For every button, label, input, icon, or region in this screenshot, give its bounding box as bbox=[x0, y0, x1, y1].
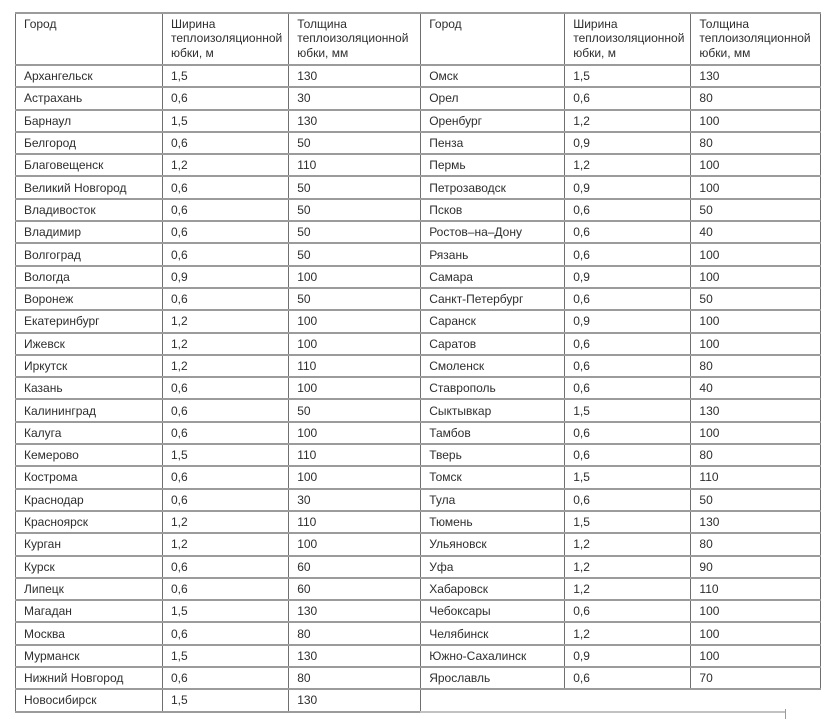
city-cell: Иркутск bbox=[16, 355, 163, 377]
width-cell: 1,5 bbox=[565, 466, 691, 488]
width-cell: 1,2 bbox=[565, 578, 691, 600]
table-row bbox=[16, 422, 421, 444]
city-cell: Саратов bbox=[421, 333, 565, 355]
thickness-cell: 110 bbox=[289, 355, 421, 377]
width-cell: 0,6 bbox=[163, 377, 289, 399]
city-cell: Рязань bbox=[421, 243, 565, 265]
table-row bbox=[421, 110, 821, 132]
thickness-cell: 100 bbox=[691, 645, 821, 667]
width-cell: 0,6 bbox=[163, 176, 289, 198]
thickness-cell: 40 bbox=[691, 377, 821, 399]
table-row bbox=[16, 132, 421, 154]
table-row bbox=[421, 399, 821, 421]
city-cell: Казань bbox=[16, 377, 163, 399]
city-cell: Чебоксары bbox=[421, 600, 565, 622]
thickness-cell: 50 bbox=[289, 243, 421, 265]
city-cell: Новосибирск bbox=[16, 689, 163, 711]
city-cell: Астрахань bbox=[16, 87, 163, 109]
table-row bbox=[16, 243, 421, 265]
city-cell: Мурманск bbox=[16, 645, 163, 667]
table-row bbox=[16, 466, 421, 488]
city-cell: Южно-Сахалинск bbox=[421, 645, 565, 667]
table-row bbox=[421, 533, 821, 555]
width-cell: 1,2 bbox=[163, 154, 289, 176]
city-cell: Нижний Новгород bbox=[16, 667, 163, 689]
width-cell: 1,2 bbox=[565, 154, 691, 176]
width-cell: 0,6 bbox=[163, 466, 289, 488]
width-cell: 0,6 bbox=[565, 221, 691, 243]
city-cell: Ставрополь bbox=[421, 377, 565, 399]
width-cell: 0,6 bbox=[163, 578, 289, 600]
thickness-cell: 100 bbox=[691, 600, 821, 622]
width-cell: 1,5 bbox=[565, 399, 691, 421]
table-row bbox=[421, 154, 821, 176]
table-row bbox=[16, 399, 421, 421]
thickness-cell: 130 bbox=[691, 65, 821, 87]
thickness-cell: 30 bbox=[289, 87, 421, 109]
table-row bbox=[421, 444, 821, 466]
thickness-cell: 80 bbox=[289, 667, 421, 689]
table-row bbox=[421, 556, 821, 578]
thickness-cell: 130 bbox=[289, 110, 421, 132]
header-row bbox=[16, 13, 421, 65]
city-cell: Оренбург bbox=[421, 110, 565, 132]
city-cell: Кострома bbox=[16, 466, 163, 488]
thickness-cell: 100 bbox=[691, 154, 821, 176]
thickness-cell: 80 bbox=[691, 444, 821, 466]
width-cell: 1,5 bbox=[163, 444, 289, 466]
width-cell: 0,6 bbox=[565, 444, 691, 466]
thickness-cell: 50 bbox=[691, 489, 821, 511]
width-cell: 0,9 bbox=[565, 266, 691, 288]
column-header-thickness: Толщина теплоизоляционной юбки, мм bbox=[691, 13, 821, 65]
thickness-cell: 40 bbox=[691, 221, 821, 243]
table-row bbox=[16, 333, 421, 355]
width-cell: 0,6 bbox=[565, 87, 691, 109]
width-cell: 0,6 bbox=[163, 399, 289, 421]
city-cell: Благовещенск bbox=[16, 154, 163, 176]
table-row bbox=[421, 199, 821, 221]
width-cell: 1,5 bbox=[163, 65, 289, 87]
thickness-cell: 50 bbox=[289, 132, 421, 154]
city-cell: Калуга bbox=[16, 422, 163, 444]
thickness-cell: 50 bbox=[289, 221, 421, 243]
header-row bbox=[421, 13, 821, 65]
thickness-cell: 50 bbox=[691, 199, 821, 221]
width-cell: 0,6 bbox=[565, 333, 691, 355]
city-cell: Пермь bbox=[421, 154, 565, 176]
city-cell: Владимир bbox=[16, 221, 163, 243]
city-cell: Барнаул bbox=[16, 110, 163, 132]
table-row bbox=[16, 622, 421, 644]
width-cell: 1,2 bbox=[163, 533, 289, 555]
table-row bbox=[421, 132, 821, 154]
table-row bbox=[421, 622, 821, 644]
city-cell: Ростов–на–Дону bbox=[421, 221, 565, 243]
city-cell: Хабаровск bbox=[421, 578, 565, 600]
width-cell: 1,2 bbox=[565, 533, 691, 555]
city-cell: Волгоград bbox=[16, 243, 163, 265]
thickness-cell: 130 bbox=[691, 399, 821, 421]
table-row bbox=[16, 87, 421, 109]
thickness-cell: 130 bbox=[289, 65, 421, 87]
thickness-cell: 80 bbox=[691, 355, 821, 377]
column-header-city: Город bbox=[421, 13, 565, 65]
thickness-cell: 110 bbox=[289, 511, 421, 533]
city-cell: Тамбов bbox=[421, 422, 565, 444]
thickness-cell: 110 bbox=[289, 154, 421, 176]
thickness-cell: 100 bbox=[289, 377, 421, 399]
table-row bbox=[421, 288, 821, 310]
city-cell: Краснодар bbox=[16, 489, 163, 511]
table-row bbox=[16, 489, 421, 511]
city-cell: Санкт-Петербург bbox=[421, 288, 565, 310]
width-cell: 0,9 bbox=[163, 266, 289, 288]
thickness-cell: 100 bbox=[289, 310, 421, 332]
city-cell: Пенза bbox=[421, 132, 565, 154]
city-cell: Белгород bbox=[16, 132, 163, 154]
thickness-cell: 50 bbox=[691, 288, 821, 310]
city-cell: Архангельск bbox=[16, 65, 163, 87]
city-cell: Уфа bbox=[421, 556, 565, 578]
city-cell: Курган bbox=[16, 533, 163, 555]
table-row bbox=[16, 154, 421, 176]
width-cell: 0,6 bbox=[163, 87, 289, 109]
thickness-cell: 100 bbox=[691, 422, 821, 444]
city-cell: Смоленск bbox=[421, 355, 565, 377]
city-cell: Москва bbox=[16, 622, 163, 644]
width-cell: 0,6 bbox=[163, 132, 289, 154]
width-cell: 0,6 bbox=[565, 355, 691, 377]
width-cell: 0,6 bbox=[565, 243, 691, 265]
thickness-cell: 50 bbox=[289, 199, 421, 221]
thickness-cell: 50 bbox=[289, 176, 421, 198]
table-row bbox=[16, 600, 421, 622]
table-row bbox=[16, 377, 421, 399]
thickness-cell: 100 bbox=[289, 466, 421, 488]
thickness-cell: 100 bbox=[691, 176, 821, 198]
thickness-cell: 30 bbox=[289, 489, 421, 511]
table-row bbox=[16, 645, 421, 667]
width-cell: 1,5 bbox=[163, 645, 289, 667]
table-row bbox=[421, 645, 821, 667]
thickness-cell: 100 bbox=[691, 310, 821, 332]
table-row bbox=[16, 511, 421, 533]
city-cell: Ярославль bbox=[421, 667, 565, 689]
thickness-cell: 80 bbox=[691, 533, 821, 555]
width-cell: 0,6 bbox=[565, 489, 691, 511]
table-row bbox=[421, 466, 821, 488]
width-cell: 0,6 bbox=[163, 622, 289, 644]
width-cell: 0,6 bbox=[163, 556, 289, 578]
thickness-cell: 110 bbox=[691, 466, 821, 488]
width-cell: 0,9 bbox=[565, 310, 691, 332]
thickness-cell: 130 bbox=[289, 600, 421, 622]
table-right-header bbox=[421, 13, 821, 65]
width-cell: 0,6 bbox=[565, 600, 691, 622]
table-row bbox=[16, 667, 421, 689]
thickness-cell: 90 bbox=[691, 556, 821, 578]
table-row bbox=[421, 221, 821, 243]
table-left-body bbox=[16, 65, 421, 712]
thickness-cell: 130 bbox=[691, 511, 821, 533]
thickness-cell: 130 bbox=[289, 689, 421, 711]
table-row bbox=[421, 87, 821, 109]
table-row bbox=[421, 489, 821, 511]
width-cell: 0,6 bbox=[565, 288, 691, 310]
column-header-width: Ширина теплоизоляционной юбки, м bbox=[565, 13, 691, 65]
skirt-tables-container bbox=[15, 12, 821, 713]
table-right-body bbox=[421, 65, 821, 689]
city-cell: Челябинск bbox=[421, 622, 565, 644]
city-cell: Псков bbox=[421, 199, 565, 221]
width-cell: 0,6 bbox=[163, 243, 289, 265]
city-cell: Ижевск bbox=[16, 333, 163, 355]
table-row bbox=[16, 288, 421, 310]
city-cell: Томск bbox=[421, 466, 565, 488]
column-header-city: Город bbox=[16, 13, 163, 65]
width-cell: 0,6 bbox=[163, 199, 289, 221]
width-cell: 0,9 bbox=[565, 132, 691, 154]
city-cell: Вологда bbox=[16, 266, 163, 288]
width-cell: 0,6 bbox=[163, 422, 289, 444]
city-cell: Липецк bbox=[16, 578, 163, 600]
thickness-cell: 130 bbox=[289, 645, 421, 667]
thickness-cell: 100 bbox=[691, 622, 821, 644]
city-cell: Владивосток bbox=[16, 199, 163, 221]
city-cell: Петрозаводск bbox=[421, 176, 565, 198]
thickness-cell: 100 bbox=[289, 266, 421, 288]
city-cell: Екатеринбург bbox=[16, 310, 163, 332]
width-cell: 1,2 bbox=[163, 511, 289, 533]
width-cell: 1,5 bbox=[565, 65, 691, 87]
thickness-cell: 70 bbox=[691, 667, 821, 689]
city-cell: Саранск bbox=[421, 310, 565, 332]
table-row bbox=[421, 243, 821, 265]
table-row bbox=[16, 689, 421, 711]
city-cell: Воронеж bbox=[16, 288, 163, 310]
thickness-cell: 50 bbox=[289, 288, 421, 310]
skirt-table-right bbox=[420, 12, 821, 690]
width-cell: 1,5 bbox=[163, 600, 289, 622]
city-cell: Омск bbox=[421, 65, 565, 87]
skirt-table-left bbox=[15, 12, 421, 713]
thickness-cell: 110 bbox=[289, 444, 421, 466]
city-cell: Тверь bbox=[421, 444, 565, 466]
table-row bbox=[421, 176, 821, 198]
thickness-cell: 100 bbox=[691, 243, 821, 265]
width-cell: 1,2 bbox=[565, 622, 691, 644]
width-cell: 0,9 bbox=[565, 176, 691, 198]
table-row bbox=[421, 511, 821, 533]
table-row bbox=[421, 422, 821, 444]
thickness-cell: 100 bbox=[289, 533, 421, 555]
width-cell: 1,5 bbox=[565, 511, 691, 533]
width-cell: 1,2 bbox=[163, 310, 289, 332]
city-cell: Магадан bbox=[16, 600, 163, 622]
table-left-header bbox=[16, 13, 421, 65]
width-cell: 1,2 bbox=[163, 333, 289, 355]
thickness-cell: 100 bbox=[691, 333, 821, 355]
city-cell: Ульяновск bbox=[421, 533, 565, 555]
table-row bbox=[16, 578, 421, 600]
table-row bbox=[16, 221, 421, 243]
thickness-cell: 100 bbox=[691, 110, 821, 132]
table-row bbox=[16, 556, 421, 578]
city-cell: Курск bbox=[16, 556, 163, 578]
width-cell: 1,5 bbox=[163, 110, 289, 132]
width-cell: 0,6 bbox=[565, 377, 691, 399]
table-row bbox=[16, 533, 421, 555]
city-cell: Сыктывкар bbox=[421, 399, 565, 421]
table-row bbox=[421, 65, 821, 87]
column-header-thickness: Толщина теплоизоляционной юбки, мм bbox=[289, 13, 421, 65]
width-cell: 0,6 bbox=[565, 667, 691, 689]
table-row bbox=[421, 310, 821, 332]
city-cell: Великий Новгород bbox=[16, 176, 163, 198]
thickness-cell: 60 bbox=[289, 578, 421, 600]
table-row bbox=[16, 110, 421, 132]
thickness-cell: 60 bbox=[289, 556, 421, 578]
table-row bbox=[421, 600, 821, 622]
city-cell: Орел bbox=[421, 87, 565, 109]
city-cell: Кемерово bbox=[16, 444, 163, 466]
thickness-cell: 50 bbox=[289, 399, 421, 421]
width-cell: 1,5 bbox=[163, 689, 289, 711]
thickness-cell: 80 bbox=[691, 87, 821, 109]
width-cell: 0,6 bbox=[565, 199, 691, 221]
width-cell: 0,6 bbox=[163, 489, 289, 511]
table-row bbox=[16, 444, 421, 466]
width-cell: 1,2 bbox=[565, 556, 691, 578]
width-cell: 0,6 bbox=[565, 422, 691, 444]
city-cell: Тюмень bbox=[421, 511, 565, 533]
last-row-extension-line bbox=[420, 711, 786, 713]
table-row bbox=[16, 355, 421, 377]
thickness-cell: 100 bbox=[289, 422, 421, 444]
width-cell: 0,9 bbox=[565, 645, 691, 667]
table-row bbox=[421, 578, 821, 600]
table-row bbox=[16, 310, 421, 332]
width-cell: 1,2 bbox=[163, 355, 289, 377]
column-header-width: Ширина теплоизоляционной юбки, м bbox=[163, 13, 289, 65]
table-row bbox=[16, 65, 421, 87]
table-row bbox=[16, 176, 421, 198]
table-row bbox=[421, 355, 821, 377]
thickness-cell: 100 bbox=[691, 266, 821, 288]
thickness-cell: 80 bbox=[691, 132, 821, 154]
width-cell: 0,6 bbox=[163, 667, 289, 689]
thickness-cell: 110 bbox=[691, 578, 821, 600]
thickness-cell: 100 bbox=[289, 333, 421, 355]
table-row bbox=[421, 333, 821, 355]
table-row bbox=[16, 266, 421, 288]
city-cell: Калининград bbox=[16, 399, 163, 421]
city-cell: Красноярск bbox=[16, 511, 163, 533]
city-cell: Самара bbox=[421, 266, 565, 288]
thickness-cell: 80 bbox=[289, 622, 421, 644]
width-cell: 1,2 bbox=[565, 110, 691, 132]
table-row bbox=[16, 199, 421, 221]
width-cell: 0,6 bbox=[163, 288, 289, 310]
city-cell: Тула bbox=[421, 489, 565, 511]
table-row bbox=[421, 266, 821, 288]
width-cell: 0,6 bbox=[163, 221, 289, 243]
table-row bbox=[421, 377, 821, 399]
table-row bbox=[421, 667, 821, 689]
